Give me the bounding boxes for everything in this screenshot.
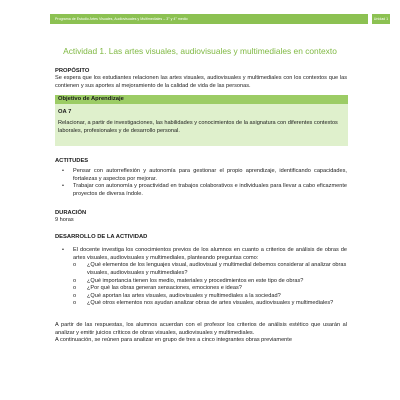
purpose-text: Se espera que los estudiantes relacionen las artes visuales, audiovisuales y multimediales con los contextos que las contienen y sus aportes al mejoramiento de la calidad de vida de las personas. [55,75,347,89]
attitudes-heading: ACTITUDES [55,158,89,165]
circle-bullet-icon: o [73,292,77,299]
purpose-heading: PROPÓSITO [55,68,90,74]
development-paragraph-continued: A continuación, se reúnen para analizar en grupo de tres a cinco integrantes obras previamente [55,337,292,344]
list-item: • Trabajar con autonomía y proactividad en trabajos colaborativos e individuales para llevar a cabo eficazmente proyectos de diversa índole. [62,183,347,197]
duration-heading: DURACIÓN [55,209,87,216]
bullet-icon: • [62,168,64,175]
list-item: • El docente investiga los conocimientos previos de los alumnos en cuanto a criterios de análisis de obras de artes visuales, audiovisuales y multimediales, planteando preguntas como: [62,247,347,261]
question-item: o ¿Qué importancia tienen los medio, materiales y procedimientos en este tipo de obras? [73,277,304,284]
question-item: o ¿Qué aportan las artes visuales, audiovisuales y multimediales a la sociedad? [73,292,281,299]
development-list [55,247,347,308]
program-title: Programa de Estudio Artes Visuales, Audiovisuales y Multimediales – 3° y 4° medio [55,17,188,21]
duration-value: 9 horas [55,216,74,223]
activity-title: Actividad 1. Las artes visuales, audiovisuales y multimediales en contexto [63,46,337,56]
header-bar [50,14,368,24]
unit-badge: Unidad 1 [372,14,390,24]
question-item: o ¿Por qué las obras generan sensaciones, emociones e ideas? [73,285,242,292]
circle-bullet-icon: o [73,277,77,284]
circle-bullet-icon: o [73,262,77,269]
circle-bullet-icon: o [73,300,77,307]
question-item: o ¿Qué otros elementos nos ayudan analizar obras de artes visuales, audiovisuales y multimediales? [73,300,334,307]
objective-heading: Objetivo de Aprendizaje [55,95,348,104]
objective-code: OA 7 [58,109,72,116]
development-heading: DESARROLLO DE LA ACTIVIDAD [55,234,148,241]
list-item: • Pensar con autorreflexión y autonomía para gestionar el propio aprendizaje, identificando capacidades, fortalezas y aspectos por mejorar. [62,168,347,182]
objective-text: Relacionar, a partir de investigaciones, las habilidades y conocimientos de la asignatura con diferentes contextos laborales, profesionales y de desarrollo personal. [58,120,338,135]
attitudes-list [55,168,347,198]
development-paragraph: A partir de las respuestas, los alumnos acuerdan con el profesor los criterios de análisis estético que usarán al analizar y emitir juicios críticos de obras visuales, audiovisuales y multimediales. [55,321,347,336]
question-item: o ¿Qué elementos de los lenguajes visual, audiovisual y multimedial debemos considerar al analizar obras visuales, audiovisuales y multimediales? [73,262,347,276]
document-body [55,67,347,345]
bullet-icon: • [62,247,64,254]
bullet-icon: • [62,183,64,190]
objective-box [55,95,348,146]
circle-bullet-icon: o [73,285,77,292]
